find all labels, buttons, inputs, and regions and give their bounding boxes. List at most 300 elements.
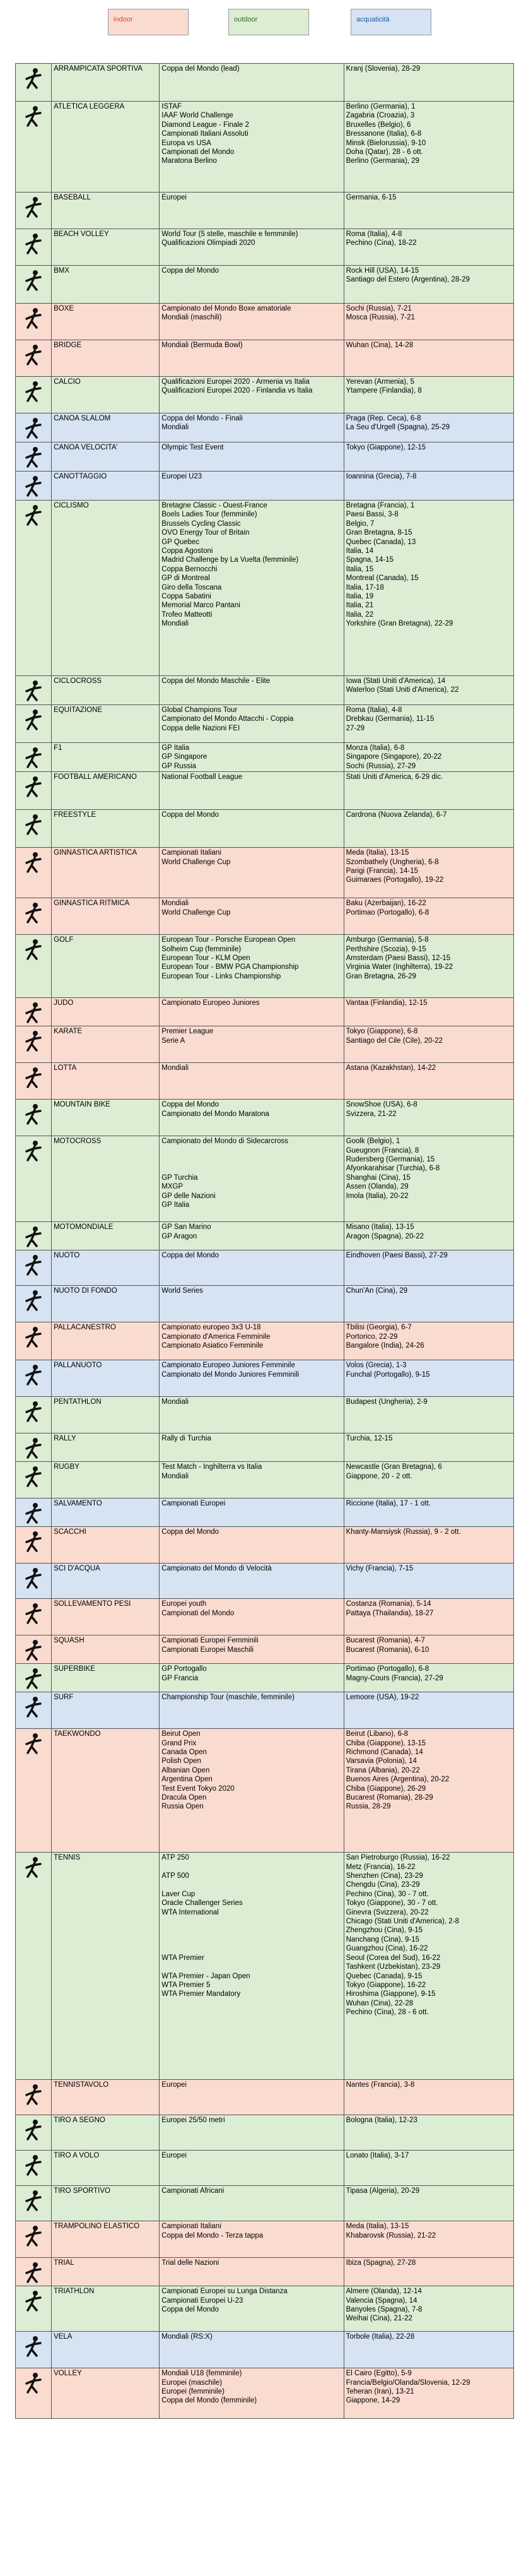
event-list (160, 1063, 344, 1100)
location-list (344, 1499, 513, 1527)
location-list (344, 2286, 513, 2332)
event-name: WTA Premier (161, 1954, 204, 1962)
location-date: Gueugnon (Francia), 8 (346, 1146, 419, 1154)
event-name: Oracle Challenger Series (161, 1899, 243, 1908)
location-date: Bressanone (Italia), 6-8 (346, 130, 422, 138)
sport-row (16, 1026, 514, 1063)
sport-name: ARRAMPICATA SPORTIVA (52, 64, 160, 102)
equestrian-icon (16, 705, 51, 733)
event-name: Polish Open (161, 1757, 201, 1766)
event-name: Grand Prix (161, 1739, 197, 1747)
superbike-icon (16, 1664, 51, 1692)
sport-icon-cell (16, 501, 52, 676)
location-date: Roma (Italia), 4-8 (346, 230, 402, 238)
event-name: Coppa del Mondo (161, 267, 219, 275)
event-name: IAAF World Challenge (161, 112, 233, 120)
event-name: Coppa Bernocchi (161, 565, 218, 573)
location-date: Stati Uniti d'America, 6-29 dic. (346, 773, 443, 781)
location-date: Yorkshire (Gran Bretagna), 22-29 (346, 620, 453, 628)
location-date: Bucarest (Romania), 28-29 (346, 1794, 433, 1802)
event-name (161, 1146, 341, 1155)
sport-icon-cell (16, 1499, 52, 1527)
event-name: Coppa del Mondo - Terza tappa (161, 2231, 264, 2240)
event-name: GP Francia (161, 1674, 199, 1682)
event-list (160, 64, 344, 102)
sport-icon-cell (16, 2080, 52, 2115)
boxing-icon (16, 304, 51, 331)
location-date: Bretagna (Francia), 1 (346, 502, 415, 509)
sport-name: BOXE (52, 304, 160, 340)
event-name: Campionati Europei Femminili (161, 1637, 259, 1645)
sport-icon-cell (16, 1322, 52, 1360)
event-name: GP Italia (161, 1201, 190, 1209)
sport-name: SCACCHI (52, 1527, 160, 1564)
chess-icon (16, 1527, 51, 1555)
weightlifting-icon (16, 1599, 51, 1627)
sport-name: SOLLEVAMENTO PESI (52, 1599, 160, 1635)
location-list (344, 1250, 513, 1286)
sport-icon-cell (16, 2368, 52, 2419)
event-list (160, 2080, 344, 2115)
sport-icon-cell (16, 2286, 52, 2332)
event-list (160, 2115, 344, 2151)
event-list (160, 2258, 344, 2286)
sport-name: VELA (52, 2332, 160, 2368)
event-name: Campionati del Mondo (161, 1609, 235, 1617)
location-date: Varsavia (Polonia), 14 (346, 1757, 417, 1766)
location-list (344, 935, 513, 998)
sport-name: BASEBALL (52, 193, 160, 229)
event-name: Coppa del Mondo - Finali (161, 415, 243, 422)
pentathlon-icon (16, 1397, 51, 1425)
sport-row (16, 1692, 514, 1729)
event-list (160, 102, 344, 193)
location-list (344, 1026, 513, 1063)
sport-name: SALVAMENTO (52, 1499, 160, 1527)
sport-row (16, 676, 514, 705)
location-date: San Pietroburgo (Russia), 16-22 (346, 1854, 450, 1862)
water-polo-icon (16, 1360, 51, 1388)
location-date: Pechino (Cina), 28 - 6 ott. (346, 2009, 429, 2017)
event-name: GP San Marino (161, 1223, 211, 1232)
legend (0, 0, 531, 44)
location-list (344, 1286, 513, 1322)
freestyle-icon (16, 810, 51, 838)
location-date: Seoul (Corea del Sud), 16-22 (346, 1954, 441, 1962)
location-date (346, 1201, 511, 1209)
event-list (160, 1397, 344, 1433)
sport-name: TIRO A SEGNO (52, 2115, 160, 2151)
location-date: Bologna (Italia), 12-23 (346, 2116, 417, 2125)
event-name: Mondiali (maschili) (161, 314, 222, 322)
event-list (160, 1462, 344, 1499)
location-list (344, 2151, 513, 2186)
location-date: Misano (Italia), 13-15 (346, 1223, 414, 1232)
location-date: Chun'An (Cina), 29 (346, 1287, 408, 1295)
event-name: GP Russia (161, 762, 197, 770)
event-list (160, 998, 344, 1026)
location-date: Volos (Grecia), 1-3 (346, 1362, 407, 1370)
event-name: ATP 500 (161, 1872, 189, 1880)
clay-shooting-icon (16, 2151, 51, 2178)
judo-icon (16, 998, 51, 1026)
event-name: Europa vs USA (161, 139, 211, 147)
event-list (160, 898, 344, 935)
location-list (344, 1692, 513, 1729)
location-date: Chiba (Giappone), 26-29 (346, 1784, 426, 1793)
location-date: Imola (Italia), 20-22 (346, 1192, 409, 1200)
event-name: Campionati Africani (161, 2187, 225, 2195)
event-name: Russia Open (161, 1803, 204, 1811)
trampoline-icon (16, 2221, 51, 2249)
location-date: La Seu d'Urgell (Spagna), 25-29 (346, 424, 450, 432)
sport-icon-cell (16, 2186, 52, 2221)
location-list (344, 102, 513, 193)
event-name: Campionato del Mondo Boxe amatoriale (161, 305, 291, 312)
location-date: Turchia, 12-15 (346, 1435, 393, 1443)
sport-icon-cell (16, 64, 52, 102)
event-name: Madrid Challenge by La Vuelta (femminile) (161, 556, 299, 564)
location-date: Tipasa (Algeria), 20-29 (346, 2187, 420, 2195)
location-date: Magny-Cours (Francia), 27-29 (346, 1674, 443, 1682)
location-date: El Cairo (Egitto), 5-9 (346, 2370, 412, 2378)
sport-row (16, 193, 514, 229)
event-name: GP di Montreal (161, 574, 210, 583)
sport-icon-cell (16, 1100, 52, 1136)
sport-icon-cell (16, 1564, 52, 1599)
sport-icon-cell (16, 377, 52, 413)
location-list (344, 193, 513, 229)
location-date: Pechino (Cina), 18-22 (346, 239, 417, 247)
event-name: Trial delle Nazioni (161, 2259, 219, 2267)
location-date: Tirana (Albania), 20-22 (346, 1766, 420, 1774)
event-list (160, 848, 344, 898)
sport-icon-cell (16, 1026, 52, 1063)
sport-row (16, 266, 514, 304)
event-name: Test Match - Inghilterra vs Italia (161, 1463, 262, 1471)
sport-row (16, 2221, 514, 2258)
location-list (344, 2258, 513, 2286)
location-date: Roma (Italia), 4-8 (346, 706, 402, 714)
location-date: Chiba (Giappone), 13-15 (346, 1739, 426, 1747)
event-name: Laver Cup (161, 1890, 195, 1898)
location-date: Vichy (Francia), 7-15 (346, 1565, 414, 1573)
event-list (160, 193, 344, 229)
event-name: National Football League (161, 773, 243, 781)
location-date: Italia, 19 (346, 593, 374, 601)
event-list (160, 2186, 344, 2221)
event-name: Trofeo Matteotti (161, 610, 213, 619)
event-list (160, 1853, 344, 2080)
sport-row (16, 1222, 514, 1250)
sport-icon-cell (16, 1136, 52, 1222)
event-name: Mondiali (161, 620, 189, 628)
location-list (344, 2115, 513, 2151)
football-icon (16, 377, 51, 405)
event-name: Campionato del Mondo Maratona (161, 1110, 269, 1118)
cycling-icon (16, 501, 51, 528)
location-date: Paesi Bassi, 3-8 (346, 511, 399, 519)
sport-name: ATLETICA LEGGERA (52, 102, 160, 193)
event-name: Mondiali (RS:X) (161, 2333, 213, 2341)
event-name: Europei (161, 194, 187, 201)
location-date: Quebec (Canada), 13 (346, 538, 416, 546)
event-name: European Tour - Porsche European Open (161, 936, 296, 944)
event-name: Mondiali (Bermuda Bowl) (161, 341, 243, 349)
event-list (160, 1692, 344, 1729)
event-name: Europei (maschile) (161, 2378, 223, 2387)
location-list (344, 501, 513, 676)
sport-icon-cell (16, 2332, 52, 2368)
location-list (344, 472, 513, 501)
sport-row (16, 64, 514, 102)
event-name: Beirut Open (161, 1730, 201, 1738)
location-list (344, 2332, 513, 2368)
sport-name: KARATE (52, 1026, 160, 1063)
event-name: Solheim Cup (femminile) (161, 945, 242, 953)
location-date: Metz (Francia), 16-22 (346, 1863, 416, 1871)
event-name: World Tour (5 stelle, maschile e femminile) (161, 230, 298, 238)
event-list (160, 772, 344, 810)
baseball-icon (16, 193, 51, 220)
location-date: Virginia Water (Inghilterra), 19-22 (346, 963, 453, 971)
location-date: Ibiza (Spagna), 27-28 (346, 2259, 416, 2267)
sport-row (16, 2258, 514, 2286)
event-list (160, 2221, 344, 2258)
legend-outdoor: outdoor (228, 9, 309, 35)
event-name: Qualificazioni Europei 2020 - Armenia vs Italia (161, 378, 310, 386)
motogp-icon (16, 1222, 51, 1250)
location-date: Tokyo (Giappone), 16-22 (346, 1981, 426, 1989)
event-name: Campionato Europeo Juniores Femminile (161, 1362, 295, 1370)
event-name: Olympic Test Event (161, 444, 224, 451)
location-list (344, 1360, 513, 1397)
event-list (160, 743, 344, 772)
sport-icon-cell (16, 848, 52, 898)
sport-icon-cell (16, 1462, 52, 1499)
event-name: Campionati Italiani (161, 2223, 221, 2231)
location-date: Sochi (Russia), 7-21 (346, 305, 412, 312)
event-name: Campionati Europei Maschili (161, 1646, 254, 1654)
location-date: Newcastle (Gran Bretagna), 6 (346, 1463, 442, 1471)
event-name: Europei (161, 2081, 187, 2089)
location-date: Italia, 15 (346, 565, 374, 573)
sport-icon-cell (16, 1664, 52, 1692)
location-date: Portimao (Portogallo), 6-8 (346, 908, 429, 917)
mountain-bike-icon (16, 1100, 51, 1127)
sport-icon-cell (16, 998, 52, 1026)
location-list (344, 229, 513, 266)
location-date: Perthshire (Scozia), 9-15 (346, 945, 426, 953)
location-list (344, 377, 513, 413)
location-date: Shenzhen (Cina), 23-29 (346, 1872, 423, 1880)
event-name: Rally di Turchia (161, 1435, 211, 1443)
event-name: WTA Premier Mandatory (161, 1990, 241, 1998)
event-list (160, 1729, 344, 1853)
rugby-icon (16, 1462, 51, 1490)
sport-row (16, 1527, 514, 1564)
wrestling-icon (16, 1063, 51, 1091)
event-name: Coppa del Mondo (161, 1101, 219, 1109)
volleyball-icon (16, 2368, 51, 2396)
sport-row (16, 501, 514, 676)
location-date: Gran Bretagna, 26-29 (346, 972, 416, 980)
sport-name: TRIATHLON (52, 2286, 160, 2332)
event-name: Coppa del Mondo (lead) (161, 65, 240, 73)
event-name: Campionati Italiani Assoluti (161, 130, 248, 138)
location-date: Aragon (Spagna), 20-22 (346, 1232, 424, 1240)
event-list (160, 1635, 344, 1664)
sport-icon-cell (16, 898, 52, 935)
sport-name: CALCIO (52, 377, 160, 413)
sport-name: JUDO (52, 998, 160, 1026)
location-date: Shanghai (Cina), 15 (346, 1173, 411, 1182)
location-list (344, 1564, 513, 1599)
sport-icon-cell (16, 1360, 52, 1397)
event-name: Albanian Open (161, 1766, 210, 1774)
location-date: Guimaraes (Portogallo), 19-22 (346, 876, 444, 884)
location-date: Wuhan (Cina), 14-28 (346, 341, 414, 349)
event-name: Coppa del Mondo (161, 1528, 219, 1536)
sport-name: TRAMPOLINO ELASTICO (52, 2221, 160, 2258)
sport-icon-cell (16, 2258, 52, 2286)
event-name: Mondiali (161, 1064, 189, 1072)
event-name (161, 1944, 341, 1953)
sport-icon-cell (16, 1635, 52, 1664)
event-name: World Challenge Cup (161, 908, 231, 917)
event-name: Mondiali (161, 424, 189, 432)
location-date: Spagna, 14-15 (346, 556, 394, 564)
location-date: Giappone, 20 - 2 ott. (346, 1472, 412, 1480)
sport-name: MOTOMONDIALE (52, 1222, 160, 1250)
event-name: Coppa Sabatini (161, 593, 211, 601)
location-date: Minsk (Bielorussia), 9-10 (346, 139, 426, 147)
sport-row (16, 848, 514, 898)
location-date: SnowShoe (USA), 6-8 (346, 1101, 417, 1109)
event-name: ISTAF (161, 103, 182, 110)
location-list (344, 64, 513, 102)
location-list (344, 413, 513, 442)
event-name: Premier League (161, 1028, 214, 1036)
bmx-icon (16, 266, 51, 294)
sport-shooting-icon (16, 2186, 51, 2214)
sport-row (16, 377, 514, 413)
sport-icon-cell (16, 1527, 52, 1564)
sport-name: TIRO SPORTIVO (52, 2186, 160, 2221)
sport-icon-cell (16, 229, 52, 266)
rowing-icon (16, 472, 51, 499)
location-date: Khanty-Mansiysk (Russia), 9 - 2 ott. (346, 1528, 461, 1536)
sport-name: EQUITAZIONE (52, 705, 160, 743)
location-date: Singapore (Singapore), 20-22 (346, 753, 442, 761)
location-date: Nanchang (Cina), 9-15 (346, 1935, 419, 1944)
sport-row (16, 2186, 514, 2221)
location-date: Drebkau (Germania), 11-15 (346, 715, 435, 723)
location-date: Bucarest (Romania), 6-10 (346, 1646, 429, 1654)
sport-name: NUOTO (52, 1250, 160, 1286)
sport-name: PALLANUOTO (52, 1360, 160, 1397)
legend-acquaticita: acquaticità (351, 9, 431, 35)
location-date: Italia, 17-18 (346, 583, 384, 591)
location-date: Astana (Kazakhstan), 14-22 (346, 1064, 436, 1072)
event-list (160, 1433, 344, 1462)
event-list (160, 705, 344, 743)
sport-icon-cell (16, 442, 52, 472)
event-name: Europei (161, 2152, 187, 2160)
sport-name: RALLY (52, 1433, 160, 1462)
event-name: Mondiali U18 (femminile) (161, 2370, 242, 2378)
event-name (161, 1917, 341, 1926)
event-name: Campionato Europeo Juniores (161, 999, 260, 1007)
location-list (344, 2221, 513, 2258)
location-date: Portorico, 22-29 (346, 1333, 398, 1341)
location-list (344, 442, 513, 472)
location-date: 27-29 (346, 724, 365, 732)
sport-name: SCI D'ACQUA (52, 1564, 160, 1599)
canoe-sprint-icon (16, 442, 51, 470)
location-date: Berlino (Germania), 1 (346, 103, 416, 110)
location-list (344, 1635, 513, 1664)
event-list (160, 442, 344, 472)
sport-name: TENNIS (52, 1853, 160, 2080)
location-date: Vantaa (Finlandia), 12-15 (346, 999, 428, 1007)
event-list (160, 1250, 344, 1286)
sport-row (16, 2332, 514, 2368)
sport-row (16, 2115, 514, 2151)
event-name: ATP 250 (161, 1854, 189, 1862)
event-list (160, 2368, 344, 2419)
american-football-icon (16, 772, 51, 800)
event-name: MXGP (161, 1183, 184, 1191)
rally-icon (16, 1433, 51, 1461)
sport-name: CANOTTAGGIO (52, 472, 160, 501)
location-date: Amburgo (Germania), 5-8 (346, 936, 429, 944)
sport-row (16, 772, 514, 810)
sport-row (16, 2151, 514, 2186)
event-name: Campionati Europei su Lunga Distanza (161, 2288, 288, 2296)
location-date: Sochi (Russia), 27-29 (346, 762, 416, 770)
trial-icon (16, 2258, 51, 2286)
location-date: Portimao (Portogallo), 6-8 (346, 1665, 429, 1673)
event-name: Campionati del Mondo (161, 148, 235, 157)
event-name: WTA Premier - Japan Open (161, 1972, 250, 1980)
climbing-icon (16, 64, 51, 92)
event-name: European Tour - KLM Open (161, 954, 250, 963)
location-date: Eindhoven (Paesi Bassi), 27-29 (346, 1252, 448, 1260)
location-date: Wuhan (Cina), 22-28 (346, 1999, 414, 2007)
event-list (160, 2332, 344, 2368)
location-date: Belgio, 7 (346, 519, 375, 528)
event-name (161, 1935, 341, 1944)
location-date: Tokyo (Giappone), 6-8 (346, 1028, 418, 1036)
location-list (344, 2186, 513, 2221)
sport-icon-cell (16, 1433, 52, 1462)
triathlon-icon (16, 2286, 51, 2314)
sport-icon-cell (16, 1063, 52, 1100)
event-list (160, 304, 344, 340)
location-date: Beirut (Libano), 6-8 (346, 1730, 409, 1738)
event-name: GP Portogallo (161, 1665, 207, 1673)
event-name: WTA Premier 5 (161, 1981, 211, 1989)
sailing-icon (16, 2332, 51, 2359)
location-date: Germania, 6-15 (346, 194, 397, 201)
event-name: World Challenge Cup (161, 858, 231, 866)
event-list (160, 1322, 344, 1360)
event-name: Memorial Marco Pantani (161, 602, 240, 610)
location-list (344, 1322, 513, 1360)
location-date: Italia, 22 (346, 610, 374, 619)
sport-name: TENNISTAVOLO (52, 2080, 160, 2115)
